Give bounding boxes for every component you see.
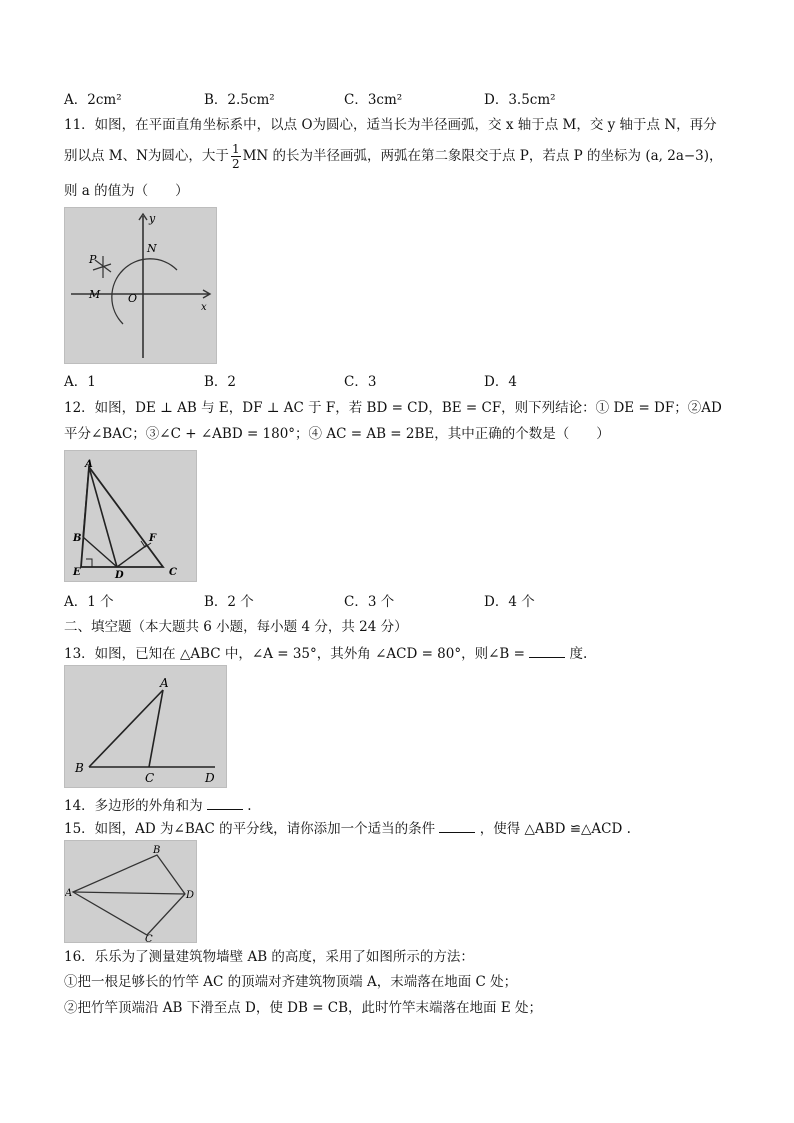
q11-line2 xyxy=(64,142,723,171)
q15-text xyxy=(64,818,631,839)
label-c: C xyxy=(145,934,153,942)
right-angle-e xyxy=(86,559,92,567)
segment-bd xyxy=(83,537,117,567)
q13-text-a: 13．如图，已知在 △ABC 中，∠A = 35°，其外角 ∠ACD = 80°，则∠B = xyxy=(64,646,525,662)
q13-answer-blank xyxy=(529,643,565,658)
q10-options xyxy=(64,90,764,110)
q11-line2-b: MN 的长为半径画弧，两弧在第二象限交于点 P，若点 P 的坐标为 (a, 2a−3)， xyxy=(242,148,723,164)
triangle-figure-q12 xyxy=(65,451,196,581)
q12-options xyxy=(64,592,764,612)
label-y: y xyxy=(149,212,156,225)
q11-option-c: C．3 xyxy=(344,374,377,390)
label-a: A xyxy=(65,888,73,899)
q12-option-a: A．1 个 xyxy=(64,594,114,610)
q11-figure xyxy=(64,207,217,364)
label-f: F xyxy=(149,533,157,544)
q14-answer-blank xyxy=(207,795,243,810)
q13-text-b: 度. xyxy=(569,646,588,662)
q15-figure xyxy=(64,840,197,943)
q11-option-a: A．1 xyxy=(64,374,96,390)
label-d: D xyxy=(186,890,195,901)
q11-line2-a: 别以点 M、N为圆心，大于 xyxy=(64,148,229,164)
q15-text-b: ，使得 △ABD ≌△ACD . xyxy=(479,821,631,837)
q11-option-b: B．2 xyxy=(204,374,237,390)
quadrilateral-abdc xyxy=(73,855,185,935)
label-p: P xyxy=(89,253,97,266)
label-c: C xyxy=(145,771,155,785)
segment-ab xyxy=(83,467,89,537)
q12-line1: 12．如图，DE ⊥ AB 与 E，DF ⊥ AC 于 F，若 BD = CD，BE = CF，则下列结论：① DE = DF；②AD xyxy=(64,400,722,416)
segment-df xyxy=(117,545,147,567)
q15-text-a: 15．如图，AD 为∠BAC 的平分线，请你添加一个适当的条件 xyxy=(64,821,436,837)
label-n: N xyxy=(147,242,157,255)
q11-frac-den: 2 xyxy=(231,157,240,171)
q11-line1: 11．如图，在平面直角坐标系中，以点 O为圆心，适当长为半径画弧，交 x 轴于点 M，交 y 轴于点 N，再分 xyxy=(64,117,717,133)
q10-option-d: D．3.5cm² xyxy=(484,92,556,108)
q14-text xyxy=(64,795,252,816)
q12-option-b: B．2 个 xyxy=(204,594,254,610)
q11-fraction xyxy=(231,142,241,171)
q12-line2: 平分∠BAC；③∠C + ∠ABD = 180°；④ AC = AB = 2BE，其中正确的个数是（ ） xyxy=(64,426,610,442)
segment-ad xyxy=(89,467,117,567)
label-d: D xyxy=(115,570,124,581)
q16-line3: ②把竹竿顶端沿 AB 下滑至点 D，使 DB = CB，此时竹竿末端落在地面 E 处； xyxy=(64,1000,542,1016)
q10-option-c: C．3cm² xyxy=(344,92,403,108)
label-a: A xyxy=(160,676,169,690)
q11-frac-num: 1 xyxy=(231,142,240,156)
label-b: B xyxy=(153,845,161,856)
coordinate-figure xyxy=(65,208,216,363)
label-b: B xyxy=(75,761,84,775)
label-a: A xyxy=(85,459,93,470)
q12-option-d: D．4 个 xyxy=(484,594,535,610)
q16-line1: 16．乐乐为了测量建筑物墙壁 AB 的高度，采用了如图所示的方法： xyxy=(64,949,474,965)
q11-options xyxy=(64,372,764,392)
label-e: E xyxy=(73,567,81,578)
label-m: M xyxy=(89,288,101,301)
q11-line3: 则 a 的值为（ ） xyxy=(64,183,189,199)
q15-answer-blank xyxy=(439,818,475,833)
triangle-figure-q13 xyxy=(65,666,226,787)
q12-figure xyxy=(64,450,197,582)
q10-option-a: A．2cm² xyxy=(64,92,122,108)
label-x: x xyxy=(201,302,207,313)
q13-text xyxy=(64,643,587,664)
kite-figure-q15 xyxy=(65,841,196,942)
section-heading: 二、填空题（本大题共 6 小题，每小题 4 分，共 24 分） xyxy=(64,619,408,635)
q12-option-c: C．3 个 xyxy=(344,594,395,610)
label-b: B xyxy=(73,533,82,544)
label-o: O xyxy=(128,292,138,305)
q14-text-a: 14．多边形的外角和为 xyxy=(64,798,203,814)
q10-option-b: B．2.5cm² xyxy=(204,92,275,108)
arc-center-o xyxy=(112,259,177,324)
label-d: D xyxy=(205,771,215,785)
q11-option-d: D．4 xyxy=(484,374,517,390)
label-c: C xyxy=(169,567,177,578)
q13-figure xyxy=(64,665,227,788)
q14-text-b: . xyxy=(247,798,252,814)
q16-line2: ①把一根足够长的竹竿 AC 的顶端对齐建筑物顶端 A，末端落在地面 C 处； xyxy=(64,974,518,990)
segment-ad xyxy=(73,892,185,894)
